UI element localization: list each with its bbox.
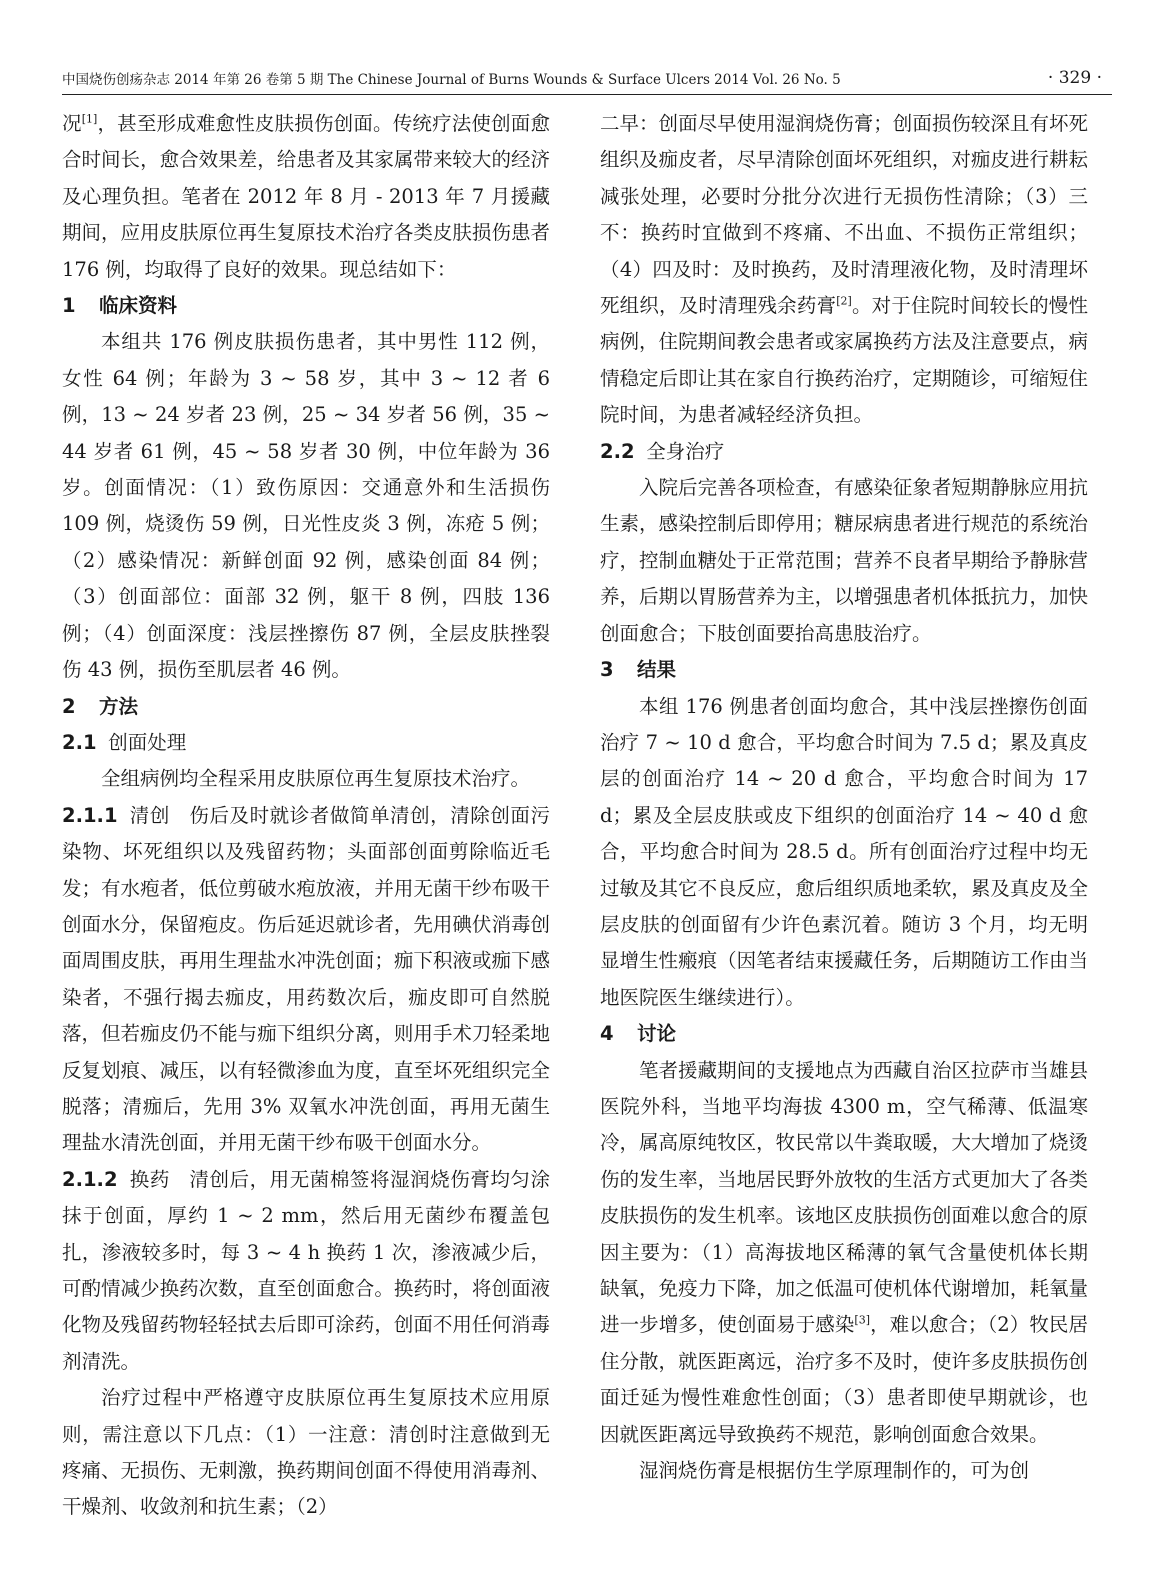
citation-2: [2] <box>836 294 852 308</box>
treatment-principles-paragraph: 治疗过程中严格遵守皮肤原位再生复原技术应用原则，需注意以下几点：（1）一注意：清创时注意做到无疼痛、无损伤、无刺激，换药期间创面不得使用消毒剂、干燥剂、收敛剂和抗生素；（2） <box>62 1386 550 1519</box>
citation-1: [1] <box>81 112 98 126</box>
right-column <box>600 106 1088 1489</box>
results-paragraph: 本组 176 例患者创面均愈合，其中浅层挫擦伤创面治疗 7 ~ 10 d 愈合，平均愈合时间为 7.5 d；累及真皮层的创面治疗 14 ~ 20 d 愈合，平均愈合时间为 17 d；累及全层皮肤或皮下组织的创面治疗 14 ~ 40 d 愈合，平均愈合时间为 28.5 d。所有创面治疗过程中均无过敏及其它不良反应，愈后组织质地柔软，累及真皮及全层皮肤的创面留有少许色素沉着。随访 3 个月，均无明显增生性瘢痕（因笔者结束援藏任务，后期随访工作由当地医院医生继续进行）。 <box>600 694 1088 1009</box>
section-4-heading: 4 讨论 <box>600 1022 676 1046</box>
systemic-treatment-paragraph: 入院后完善各项检查，有感染征象者短期静脉应用抗生素，感染控制后即停用；糖尿病患者进行规范的系统治疗，控制血糖处于正常范围；营养不良者早期给予静脉营养，后期以胃肠营养为主，以增强患者机体抵抗力，加快创面愈合；下肢创面要抬高患肢治疗。 <box>600 476 1088 645</box>
wound-treatment-paragraph: 全组病例均全程采用皮肤原位再生复原技术治疗。 <box>101 767 531 791</box>
clinical-data-paragraph: 本组共 176 例皮肤损伤患者，其中男性 112 例，女性 64 例；年龄为 3 ~ 58 岁，其中 3 ~ 12 者 6 例，13 ~ 24 岁者 23 例，25 ~ 34 岁者 56 例，35 ~ 44 岁者 61 例，45 ~ 58 岁者 30 例，中位年龄为 36 岁。创面情况：（1）致伤原因：交通意外和生活损伤 109 例，烧烫伤 59 例，日光性皮炎 3 例，冻疮 5 例；（2）感染情况：新鲜创面 92 例，感染创面 84 例；（3）创面部位：面部 32 例，躯干 8 例，四肢 136 例；（4）创面深度：浅层挫擦伤 87 例，全层皮肤挫裂伤 43 例，损伤至肌层者 46 例。 <box>62 330 550 682</box>
section-2-1-heading: 2.1 创面处理 <box>62 730 187 754</box>
meebo-paragraph: 湿润烧伤膏是根据仿生学原理制作的，可为创 <box>639 1459 1030 1483</box>
page-number: · 329 · <box>1047 68 1102 88</box>
section-1-heading: 1 临床资料 <box>62 294 177 318</box>
section-2-heading: 2 方法 <box>62 694 138 718</box>
journal-running-head: 中国烧伤创疡杂志 2014 年第 26 卷第 5 期 The Chinese Journal of Burns Wounds & Surface Ulcers 2014 Vol. 26 No. 5 <box>62 72 841 88</box>
citation-3: [3] <box>854 1313 870 1327</box>
left-column <box>62 106 550 1526</box>
section-2-2-heading: 2.2 全身治疗 <box>600 439 725 463</box>
running-header <box>62 70 1112 95</box>
discussion-paragraph: 笔者援藏期间的支援地点为西藏自治区拉萨市当雄县医院外科，当地平均海拔 4300 m，空气稀薄、低温寒冷，属高原纯牧区，牧民常以牛粪取暖，大大增加了烧烫伤的发生率，当地居民野外放牧的生活方式更加大了各类皮肤损伤的发生机率。该地区皮肤损伤创面难以愈合的原因主要为：（1）高海拔地区稀薄的氧气含量使机体长期缺氧，免疫力下降，加之低温可使机体代谢增加，耗氧量进一步增多，使创面易于感染[3]，难以愈合；（2）牧民居住分散，就医距离远，治疗多不及时，使许多皮肤损伤创面迁延为慢性难愈性创面；（3）患者即使早期就诊，也因就医距离远导致换药不规范，影响创面愈合效果。 <box>600 1058 1088 1446</box>
section-3-heading: 3 结果 <box>600 658 676 682</box>
dressing-change-paragraph: 2.1.2 换药 清创后，用无菌棉签将湿润烧伤膏均匀涂抹于创面，厚约 1 ~ 2 mm，然后用无菌纱布覆盖包扎，渗液较多时，每 3 ~ 4 h 换药 1 次，渗液减少后，可酌情减少换药次数，直至创面愈合。换药时，将创面液化物及残留药物轻轻拭去后即可涂药，创面不用任何消毒剂清洗。 <box>62 1167 550 1373</box>
intro-paragraph: 况[1]，甚至形成难愈性皮肤损伤创面。传统疗法使创面愈合时间长，愈合效果差，给患者及其家属带来较大的经济及心理负担。笔者在 2012 年 8 月 - 2013 年 7 月援藏期间，应用皮肤原位再生复原技术治疗各类皮肤损伤患者 176 例，均取得了良好的效果。现总结如下： <box>62 112 550 281</box>
debridement-paragraph: 2.1.1 清创 伤后及时就诊者做简单清创，清除创面污染物、坏死组织以及残留药物；头面部创面剪除临近毛发；有水疱者，低位剪破水疱放液，并用无菌干纱布吸干创面水分，保留疱皮。伤后延迟就诊者，先用碘伏消毒创面周围皮肤，再用生理盐水冲洗创面；痂下积液或痂下感染者，不强行揭去痂皮，用药数次后，痂皮即可自然脱落，但若痂皮仍不能与痂下组织分离，则用手术刀轻柔地反复划痕、减压，以有轻微渗血为度，直至坏死组织完全脱落；清痂后，先用 3% 双氧水冲洗创面，再用无菌生理盐水清洗创面，并用无菌干纱布吸干创面水分。 <box>62 803 550 1155</box>
principles-continued-paragraph: 二早：创面尽早使用湿润烧伤膏；创面损伤较深且有坏死组织及痂皮者，尽早清除创面坏死组织，对痂皮进行耕耘减张处理，必要时分批分次进行无损伤性清除；（3）三不：换药时宜做到不疼痛、不出血、不损伤正常组织；（4）四及时：及时换药，及时清理液化物，及时清理坏死组织，及时清理残余药膏[2]。对于住院时间较长的慢性病例，住院期间教会患者或家属换药方法及注意要点，病情稳定后即让其在家自行换药治疗，定期随诊，可缩短住院时间，为患者减轻经济负担。 <box>600 112 1088 427</box>
